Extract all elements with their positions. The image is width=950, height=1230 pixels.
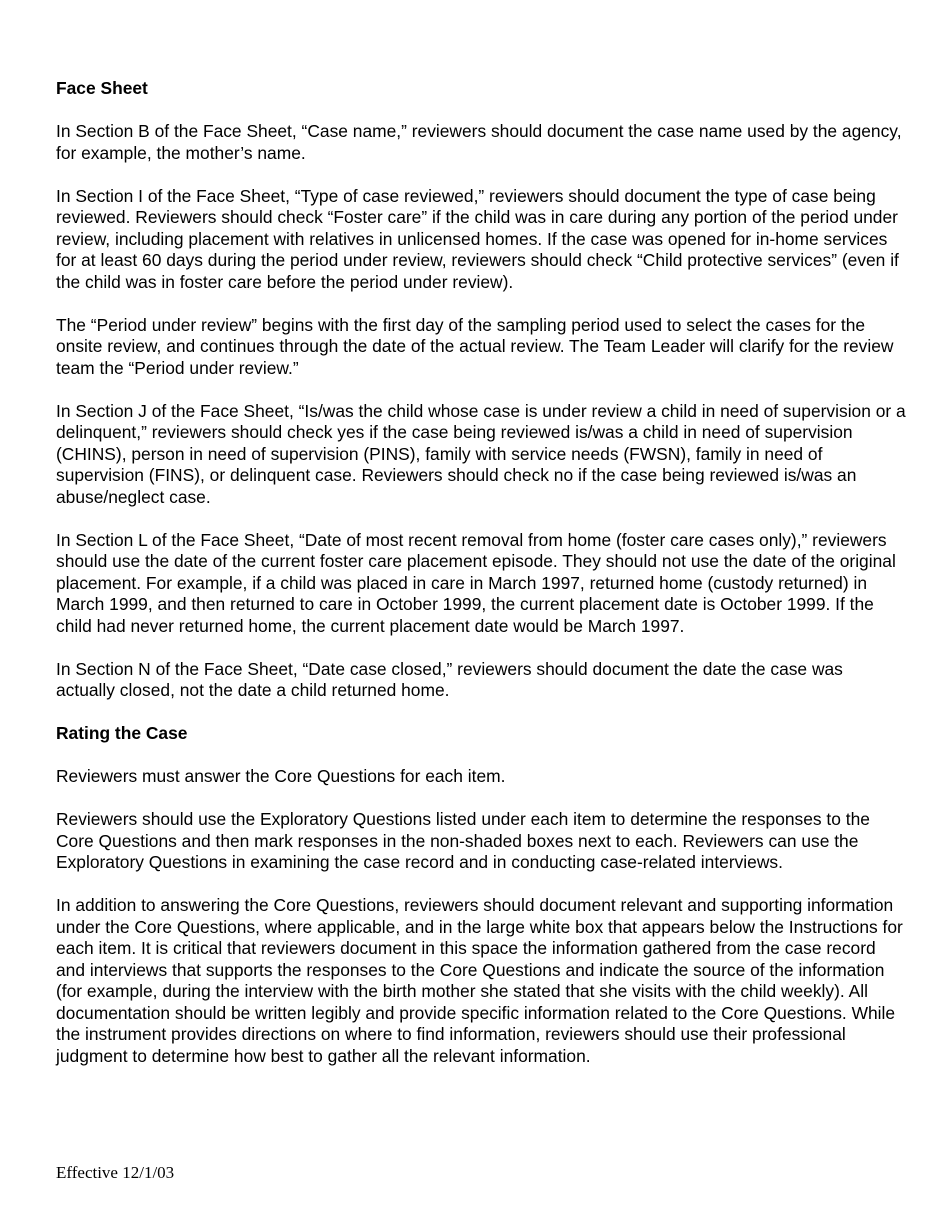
- paragraph-section-n: In Section N of the Face Sheet, “Date case closed,” reviewers should document the date the case was actually closed, not the date a child returned home.: [56, 658, 843, 700]
- paragraph-section-b: In Section B of the Face Sheet, “Case name,” reviewers should document the case name used by the agency, for example, the mother’s name.: [56, 121, 902, 163]
- document-body: [56, 78, 906, 1089]
- paragraph-section-i: In Section I of the Face Sheet, “Type of case reviewed,” reviewers should document the type of case being reviewed. Reviewers should check “Foster care” if the child was in care during any portion of the period under review, including placement with relatives in unlicensed homes. If the case was opened for in-home services for at least 60 days during the period under review, reviewers should check “Child protective services” (even if the child was in foster care before the period under review).: [56, 185, 899, 292]
- paragraph-period-under-review: The “Period under review” begins with the first day of the sampling period used to select the cases for the onsite review, and continues through the date of the actual review. The Team Leader will clarify for the review team the “Period under review.”: [56, 314, 894, 378]
- paragraph-documentation: In addition to answering the Core Questions, reviewers should document relevant and supporting information under the Core Questions, where applicable, and in the large white box that appears below the Instructions for each item. It is critical that reviewers document in this space the information gathered from the case record and interviews that supports the responses to the Core Questions and indicate the source of the information (for example, during the interview with the birth mother she stated that she visits with the child weekly). All documentation should be written legibly and provide specific information related to the Core Questions. While the instrument provides directions on where to find information, reviewers should use their professional judgment to determine how best to gather all the relevant information.: [56, 895, 903, 1066]
- paragraph-section-l: In Section L of the Face Sheet, “Date of most recent removal from home (foster care cases only),” reviewers should use the date of the current foster care placement episode. They should not use the date of the original placement. For example, if a child was placed in care in March 1997, returned home (custody returned) in March 1999, and then returned to care in October 1999, the current placement date is October 1999. If the child had never returned home, the current placement date would be March 1997.: [56, 529, 896, 636]
- paragraph-core-questions: Reviewers must answer the Core Questions for each item.: [56, 766, 506, 786]
- footer-effective-date: Effective 12/1/03: [56, 1163, 175, 1182]
- paragraph-section-j: In Section J of the Face Sheet, “Is/was the child whose case is under review a child in need of supervision or a delinquent,” reviewers should check yes if the case being reviewed is/was a child in need of supervision (CHINS), person in need of supervision (PINS), family with service needs (FWSN), family in need of supervision (FINS), or delinquent case. Reviewers should check no if the case being reviewed is/was an abuse/neglect case.: [56, 400, 906, 507]
- face-sheet-heading: Face Sheet: [56, 78, 148, 98]
- paragraph-exploratory-questions: Reviewers should use the Exploratory Questions listed under each item to determine the responses to the Core Questions and then mark responses in the non-shaded boxes next to each. Reviewers can use the Exploratory Questions in examining the case record and in conducting case-related interviews.: [56, 809, 870, 872]
- rating-the-case-heading: Rating the Case: [56, 723, 188, 743]
